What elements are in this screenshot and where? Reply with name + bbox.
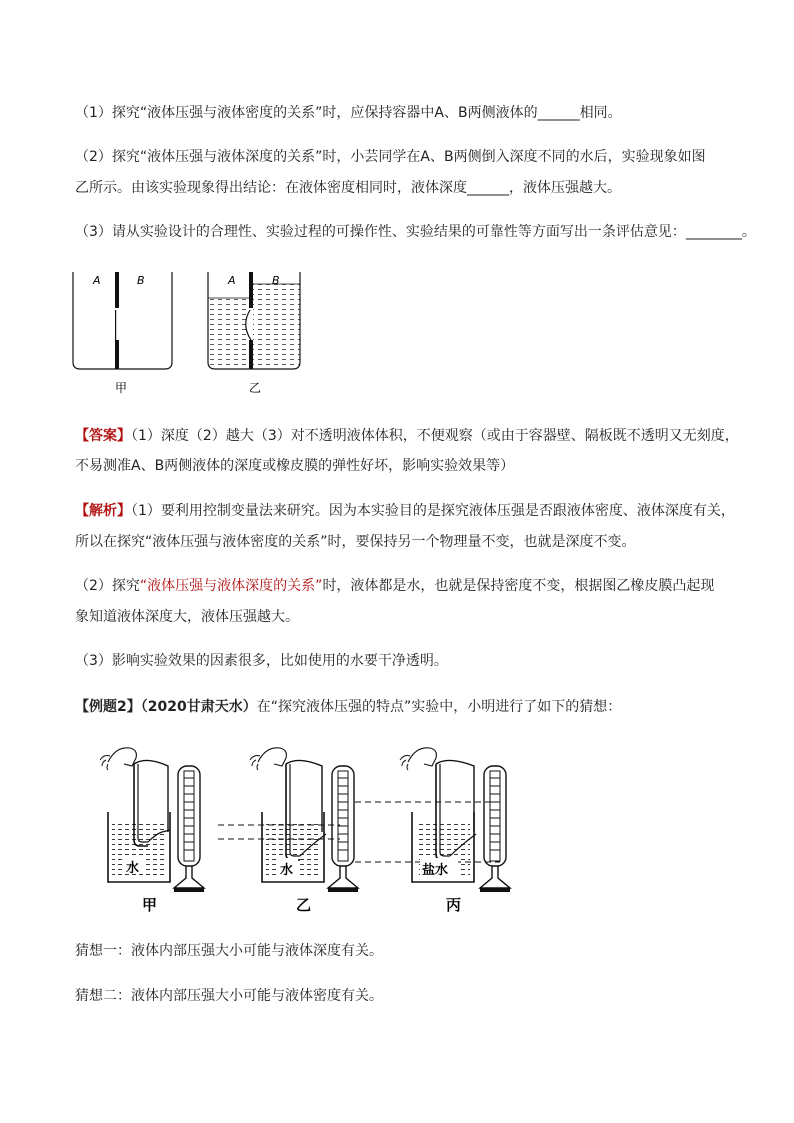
answer-line-2: 不易测准A、B两侧液体的深度或橡皮膜的弹性好坏，影响实验效果等）	[75, 458, 515, 474]
setup-jia-liquid-label: 水	[126, 861, 140, 876]
answer-line-1	[75, 426, 739, 446]
answer-text-1: （1）深度（2）越大（3）对不透明液体体积，不便观察（或由于容器壁、隔板既不透明又无刻度，	[131, 428, 739, 444]
example-2-source: （2020甘肃天水）	[140, 699, 257, 715]
example-2-tag: 【例题2】	[75, 699, 141, 715]
setup-yi	[250, 748, 358, 914]
guess-2: 猜想二：液体内部压强大小可能与液体密度有关。	[75, 988, 383, 1004]
analysis-line-1	[75, 501, 735, 521]
setup-jia-caption: 甲	[142, 896, 158, 914]
setup-bing-caption: 丙	[446, 896, 462, 914]
example-2-text: 在“探究液体压强的特点”实验中，小明进行了如下的猜想：	[256, 699, 622, 715]
setup-yi-caption: 乙	[296, 896, 312, 914]
analysis-p2-line-2: 象知道液体深度大，液体压强越大。	[75, 609, 299, 625]
setup-jia	[100, 748, 204, 914]
container-right-label-a: A	[228, 274, 236, 287]
analysis-p2-prefix: （2）探究	[75, 578, 140, 594]
setup-yi-liquid-label: 水	[280, 863, 294, 878]
figure-partition-containers	[65, 262, 325, 402]
setup-bing	[400, 748, 510, 914]
question-3: （3）请从实验设计的合理性、实验过程的可操作性、实验结果的可靠性等方面写出一条评估意见：________。	[75, 224, 756, 240]
analysis-tag: 【解析】	[75, 503, 131, 519]
example-2-line	[75, 697, 621, 717]
answer-tag: 【答案】	[75, 428, 131, 444]
container-left-label-b: B	[137, 274, 145, 287]
figure-pressure-gauge-experiments	[90, 742, 540, 922]
figure1-caption-jia: 甲	[115, 381, 128, 395]
question-1: （1）探究“液体压强与液体密度的关系”时，应保持容器中A、B两侧液体的______相同。	[75, 105, 622, 121]
analysis-text-1: （1）要利用控制变量法来研究。因为本实验目的是探究液体压强是否跟液体密度、液体深度有关，	[131, 503, 735, 519]
figure1-caption-yi: 乙	[249, 381, 262, 395]
analysis-p3: （3）影响实验效果的因素很多，比如使用的水要干净透明。	[75, 653, 448, 669]
setup-bing-liquid-label: 盐水	[422, 863, 449, 878]
analysis-p2-suffix: 时，液体都是水，也就是保持密度不变，根据图乙橡皮膜凸起现	[322, 578, 715, 594]
container-right-label-b: B	[272, 274, 280, 287]
question-2-line-1: （2）探究“液体压强与液体深度的关系”时，小芸同学在A、B两侧倒入深度不同的水后，实验现象如图	[75, 149, 706, 165]
analysis-p2-line-1	[75, 576, 714, 596]
question-2-line-2: 乙所示。由该实验现象得出结论：在液体密度相同时，液体深度______，液体压强越大。	[75, 180, 621, 196]
analysis-p2-quote: “液体压强与液体深度的关系”	[139, 578, 323, 594]
guess-1: 猜想一：液体内部压强大小可能与液体深度有关。	[75, 943, 383, 959]
analysis-line-2: 所以在探究“液体压强与液体密度的关系”时，要保持另一个物理量不变，也就是深度不变。	[75, 534, 636, 550]
container-left-label-a: A	[93, 274, 101, 287]
